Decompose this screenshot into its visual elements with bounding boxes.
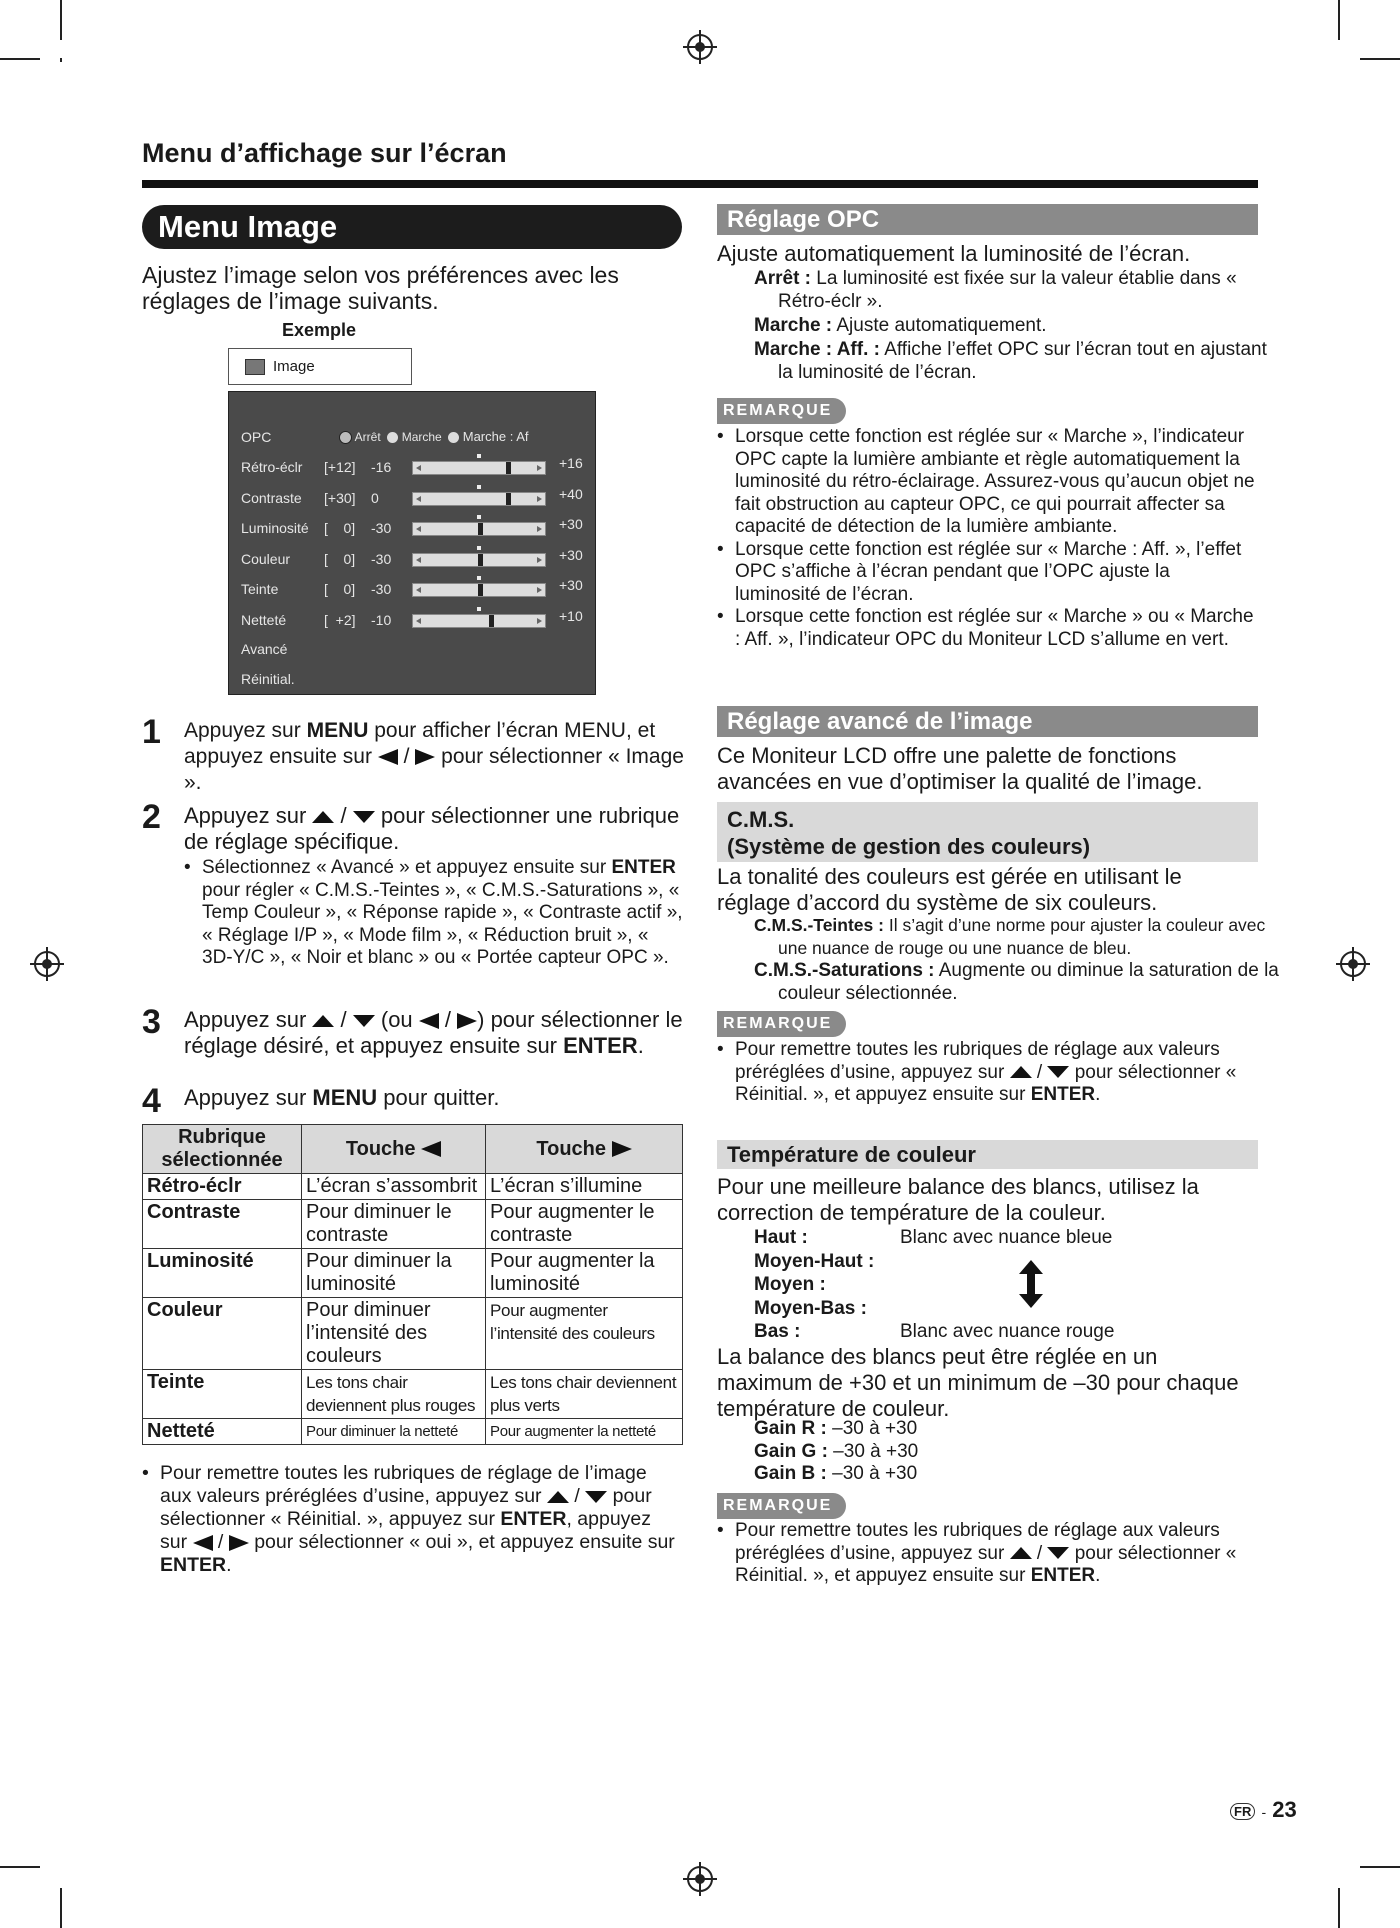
osd-opc-label: OPC (241, 429, 272, 445)
down-arrow-icon (1047, 1547, 1069, 1559)
osd-opc-options (339, 426, 528, 448)
menu-image-title: Menu Image (142, 205, 682, 249)
step-number: 1 (142, 713, 161, 751)
left-arrow-icon (416, 587, 421, 593)
opc-notes (717, 426, 1258, 651)
left-arrow-icon (416, 496, 421, 502)
osd-slider (412, 583, 546, 597)
remarque-badge: REMARQUE (717, 398, 846, 424)
remarque-badge: REMARQUE (717, 1011, 846, 1037)
osd-row-max: +30 (559, 577, 583, 593)
osd-tab-image (228, 348, 412, 385)
right-arrow-icon (537, 587, 542, 593)
right-arrow-icon (457, 1013, 477, 1029)
example-label: Exemple (282, 320, 357, 340)
reset-note: • Pour remettre toutes les rubriques de réglage de l’image aux valeurs préréglées d’usine, appuyez sur / pour sélectionner « Réinitial. », appuyez sur ENTER, appuyez sur / pour sélectionner « oui », et appuyez ensuite sur ENTER. (142, 1462, 683, 1577)
cms-item-saturations: C.M.S.-Saturations : Augmente ou diminue la saturation de la couleur sélectionnée. (754, 960, 1279, 1004)
osd-row-max: +40 (559, 485, 583, 502)
up-arrow-icon (312, 1015, 334, 1027)
temp-levels: Haut : Blanc avec nuance bleue Moyen-Haut : Moyen : Moyen-Bas : Bas : Blanc avec nuance rouge (754, 1227, 1115, 1342)
osd-row-label: Teinte (241, 581, 279, 597)
osd-slider (412, 614, 546, 628)
osd-row-max: +10 (559, 607, 583, 624)
osd-slider (412, 461, 546, 475)
slider-center-mark (477, 485, 481, 489)
registration-mark-icon (1340, 951, 1366, 977)
table-row: Teinte Les tons chair deviennent plus rouges Les tons chair deviennent plus verts (143, 1370, 683, 1419)
crop-mark (60, 0, 62, 40)
slider-center-mark (477, 576, 481, 580)
left-arrow-icon (416, 465, 421, 471)
remarque-badge: REMARQUE (717, 1493, 846, 1519)
osd-row-max: +16 (559, 455, 583, 471)
up-arrow-icon (547, 1491, 569, 1503)
menu-image-intro: Ajustez l’image selon vos préférences avec les réglages de l’image suivants. (142, 262, 619, 314)
crop-mark (60, 58, 62, 62)
osd-row-label: Contraste (241, 489, 302, 506)
osd-row-min: -30 (371, 520, 392, 536)
osd-row-min: -16 (371, 459, 392, 475)
right-arrow-icon (612, 1141, 632, 1157)
temp-balance: La balance des blancs peut être réglée en un maximum de +30 et un minimum de –30 pour chaque température de couleur. (717, 1344, 1239, 1421)
osd-row-label: Couleur (241, 550, 291, 567)
slider-knob (489, 615, 494, 627)
step-4: Appuyez sur MENU pour quitter. (184, 1085, 500, 1110)
slider-knob (478, 584, 483, 596)
up-arrow-icon (1010, 1547, 1032, 1559)
down-arrow-icon (353, 811, 375, 823)
osd-slider (412, 492, 546, 506)
list-item: • Lorsque cette fonction est réglée sur « Marche : Aff. », l’effet OPC s’affiche à l’écran pendant que l’OPC ajuste la luminosité de l’écran. (717, 539, 1258, 607)
up-arrow-icon (312, 811, 334, 823)
advanced-intro: Ce Moniteur LCD offre une palette de fonctions avancées en vue d’optimiser la qualité de l’image. (717, 743, 1203, 794)
up-down-arrow-icon (1018, 1260, 1044, 1308)
cms-intro: La tonalité des couleurs est gérée en utilisant le réglage d’accord du système de six couleurs. (717, 864, 1182, 915)
osd-row-label: Luminosité (241, 520, 309, 536)
slider-center-mark (477, 607, 481, 611)
table-header: Touche (486, 1125, 683, 1174)
crop-mark (0, 1866, 40, 1868)
osd-row-bracket: [ 0] (324, 550, 356, 567)
osd-avance: Avancé (241, 641, 288, 657)
slider-center-mark (477, 515, 481, 519)
left-arrow-icon (193, 1535, 213, 1551)
opc-item-marche: Marche : Ajuste automatiquement. (754, 315, 1047, 336)
list-item: • Lorsque cette fonction est réglée sur « Marche », l’indicateur OPC capte la lumière ambiante et règle automatiquement la luminosité du rétro-éclairage. Assurez-vous qu’aucun objet ne fait obstruction au capteur OPC, ce qui pourrait affecter sa capacité de détection de la lumière ambiante. (717, 426, 1258, 539)
cms-note: • Pour remettre toutes les rubriques de réglage aux valeurs préréglées d’usine, appuyez sur / pour sélectionner « Réinitial. », et appuyez ensuite sur ENTER. (717, 1039, 1258, 1107)
osd-reinitial: Réinitial. (241, 671, 295, 687)
left-arrow-icon (416, 526, 421, 532)
registration-mark-icon (687, 34, 713, 60)
step-2: Appuyez sur / pour sélectionner une rubrique de réglage spécifique. (184, 803, 680, 854)
table-row: Netteté Pour diminuer la netteté Pour augmenter la netteté (143, 1419, 683, 1445)
right-arrow-icon (537, 465, 542, 471)
radio-icon (448, 432, 459, 443)
table-row: Couleur Pour diminuer l’intensité des couleurs Pour augmenter l’intensité des couleurs (143, 1298, 683, 1370)
down-arrow-icon (585, 1491, 607, 1503)
list-item: • Lorsque cette fonction est réglée sur « Marche » ou « Marche : Aff. », l’indicateur OPC du Moniteur LCD s’allume en vert. (717, 606, 1258, 651)
temp-intro: Pour une meilleure balance des blancs, utilisez la correction de température de la couleur. (717, 1174, 1199, 1225)
slider-knob (478, 554, 483, 566)
left-arrow-icon (416, 618, 421, 624)
radio-icon (387, 432, 398, 443)
osd-opc-marche: Marche (401, 430, 442, 444)
opc-item-marche-aff: Marche : Aff. : Affiche l’effet OPC sur l’écran tout en ajustant la luminosité de l’écran. (754, 339, 1267, 383)
section-title: Menu d’affichage sur l’écran (142, 138, 507, 168)
opc-intro: Ajuste automatiquement la luminosité de l’écran. (717, 241, 1191, 266)
osd-row-label: Netteté (241, 611, 287, 628)
table-header: Touche (302, 1125, 486, 1174)
temp-gains: Gain R : –30 à +30 Gain G : –30 à +30 Gain B : –30 à +30 (754, 1418, 919, 1484)
osd-row-min: 0 (371, 489, 379, 506)
step-1: Appuyez sur MENU pour afficher l’écran MENU, et appuyez ensuite sur / pour sélectionner « Image ». (184, 719, 684, 794)
down-arrow-icon (353, 1015, 375, 1027)
table-row: Luminosité Pour diminuer la luminosité Pour augmenter la luminosité (143, 1249, 683, 1298)
settings-table (142, 1124, 683, 1445)
cms-item-teintes: C.M.S.-Teintes : Il s’agit d’une norme pour ajuster la couleur avec une nuance de rouge ou une nuance de bleu. (754, 915, 1266, 958)
osd-slider (412, 553, 546, 567)
opc-item-arret: Arrêt : La luminosité est fixée sur la valeur établie dans « Rétro-éclr ». (754, 268, 1237, 312)
step-number: 4 (142, 1082, 161, 1120)
right-arrow-icon (229, 1535, 249, 1551)
header-rule (142, 180, 1258, 188)
crop-mark (1360, 1866, 1400, 1868)
right-arrow-icon (537, 618, 542, 624)
step-number: 3 (142, 1003, 161, 1041)
registration-mark-icon (34, 951, 60, 977)
page-number: FR - 23 (1230, 1797, 1297, 1823)
osd-row-min: -30 (371, 550, 392, 567)
step-number: 2 (142, 798, 161, 836)
right-arrow-icon (537, 557, 542, 563)
step-2-bullet: • Sélectionnez « Avancé » et appuyez ensuite sur ENTER pour régler « C.M.S.-Teintes », « C.M.S.-Saturations », « Temp Couleur », « Réponse rapide », « Contraste actif », « Réglage I/P », « Mode film », « Réduction bruit », « 3D-Y/C », « Noir et blanc » ou « Portée capteur OPC ». (184, 857, 684, 970)
osd-row-label: Rétro-éclr (241, 459, 303, 475)
osd-menu (228, 391, 596, 695)
opc-title: Réglage OPC (717, 204, 1258, 235)
osd-slider (412, 522, 546, 536)
osd-opc-arret: Arrêt (354, 430, 381, 444)
osd-row-min: -30 (371, 581, 392, 597)
table-row: Contraste Pour diminuer le contraste Pour augmenter le contraste (143, 1200, 683, 1249)
slider-center-mark (477, 546, 481, 550)
up-arrow-icon (1010, 1066, 1032, 1078)
osd-tab-label: Image (273, 358, 315, 375)
left-arrow-icon (419, 1013, 439, 1029)
table-header: Rubrique sélectionnée (143, 1125, 302, 1174)
temp-note: • Pour remettre toutes les rubriques de réglage aux valeurs préréglées d’usine, appuyez sur / pour sélectionner « Réinitial. », et appuyez ensuite sur ENTER. (717, 1520, 1258, 1588)
crop-mark (1338, 0, 1340, 40)
radio-icon (339, 431, 352, 444)
osd-row-bracket: [ 0] (324, 520, 356, 536)
left-arrow-icon (416, 557, 421, 563)
language-badge: FR (1230, 1803, 1255, 1820)
advanced-title: Réglage avancé de l’image (717, 706, 1258, 737)
right-arrow-icon (415, 749, 435, 765)
osd-row-bracket: [+30] (324, 489, 356, 506)
osd-row-min: -10 (371, 611, 392, 628)
osd-row-bracket: [ +2] (324, 611, 356, 628)
osd-row-max: +30 (559, 546, 583, 563)
crop-mark (0, 58, 40, 60)
registration-mark-icon (687, 1866, 713, 1892)
right-arrow-icon (537, 496, 542, 502)
left-arrow-icon (378, 749, 398, 765)
table-row: Rétro-éclr L’écran s’assombrit L’écran s’illumine (143, 1174, 683, 1200)
osd-row-max: +30 (559, 516, 583, 532)
cms-title: C.M.S. (Système de gestion des couleurs) (717, 802, 1258, 862)
right-arrow-icon (537, 526, 542, 532)
temp-title: Température de couleur (717, 1140, 1258, 1169)
slider-center-mark (477, 454, 481, 458)
crop-mark (60, 1888, 62, 1928)
image-icon (245, 359, 265, 375)
crop-mark (1360, 58, 1400, 60)
osd-row-bracket: [ 0] (324, 581, 356, 597)
slider-knob (506, 462, 511, 474)
slider-knob (478, 523, 483, 535)
crop-mark (1338, 1888, 1340, 1928)
left-arrow-icon (421, 1141, 441, 1157)
step-3: Appuyez sur / (ou / ) pour sélectionner le réglage désiré, et appuyez ensuite sur ENTER. (184, 1007, 683, 1058)
osd-row-bracket: [+12] (324, 459, 356, 475)
osd-opc-marche-aff: Marche : Af (462, 429, 529, 444)
down-arrow-icon (1047, 1066, 1069, 1078)
slider-knob (506, 493, 511, 505)
